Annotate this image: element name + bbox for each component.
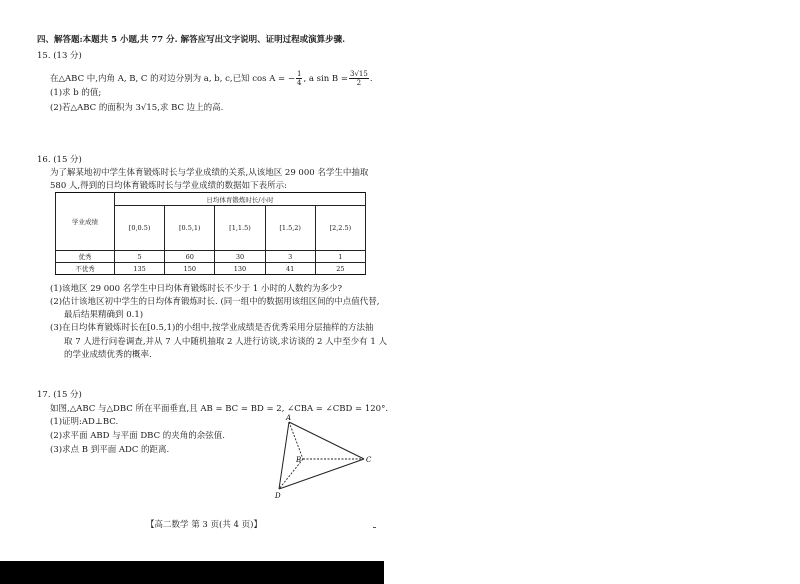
q15-number: 15. (13 分): [37, 51, 82, 61]
edge-dc: [279, 459, 364, 489]
table-col-header: [0,0.5): [115, 206, 165, 251]
q15-fraction-1: $\frac{1}{4}$: [297, 70, 302, 87]
table-cell: 3: [265, 251, 315, 263]
q16-stem-line1: 为了解某地初中学生体育锻炼时长与学业成绩的关系,从该地区 29 000 名学生中抽取: [50, 168, 369, 178]
q17-part2: (2)求平面 ABD 与平面 DBC 的夹角的余弦值.: [50, 431, 225, 441]
vertex-label-c: C: [366, 456, 372, 464]
table-cell: 30: [215, 251, 265, 263]
q16-part2-line2: 最后结果精确到 0.1): [64, 310, 144, 320]
q16-stem-line2: 580 人,得到的日均体育锻炼时长与学业成绩的数据如下表所示:: [50, 181, 287, 191]
q17-part3: (3)求点 B 到平面 ADC 的距离.: [50, 445, 170, 455]
table-cell: 25: [315, 263, 365, 275]
tetrahedron-figure: [272, 412, 382, 502]
page-footer: 【高二数学 第 3 页(共 4 页)】: [146, 520, 262, 530]
scan-black-bar: [0, 561, 384, 584]
table-cell: 5: [115, 251, 165, 263]
table-row-label: 优秀: [56, 251, 115, 263]
edge-ac: [289, 422, 364, 459]
q16-part1: (1)该地区 29 000 名学生中日均体育锻炼时长不少于 1 小时的人数约为多少?: [50, 284, 343, 294]
table-row: [56, 263, 366, 275]
table-cell: 1: [315, 251, 365, 263]
q15-part1: (1)求 b 的值;: [50, 88, 102, 98]
table-row-label: 不优秀: [56, 263, 115, 275]
table-col-header: [1,1.5): [215, 206, 265, 251]
q17-part1: (1)证明:AD⊥BC.: [50, 417, 119, 427]
q17-number: 17. (15 分): [37, 390, 82, 400]
q16-part3-line2: 取 7 人进行问卷调查,并从 7 人中随机抽取 2 人进行访谈,求访谈的 2 人中至少有 1 人: [64, 337, 387, 347]
exercise-score-table: [55, 192, 366, 275]
table-col-header: [2,2.5): [315, 206, 365, 251]
table-cell: 135: [115, 263, 165, 275]
table-group-header: 日均体育锻炼时长/小时: [115, 193, 366, 206]
q15-stem-text-b: , a sin B =: [303, 74, 348, 84]
q17-stem: 如图,△ABC 与△DBC 所在平面垂直,且 AB = BC = BD = 2, ∠CBA = ∠CBD = 120°.: [50, 404, 389, 414]
table-cell: 41: [265, 263, 315, 275]
table-col-header: [0.5,1): [165, 206, 215, 251]
table-cell: 60: [165, 251, 215, 263]
section-header: 四、解答题:本题共 5 小题,共 77 分. 解答应写出文字说明、证明过程或演算步骤.: [37, 35, 346, 45]
q15-fraction-2: $\frac{3√15}{2}$: [349, 70, 368, 87]
q15-part2: (2)若△ABC 的面积为 3√15,求 BC 边上的高.: [50, 103, 224, 113]
vertex-label-d: D: [275, 492, 281, 500]
q16-number: 16. (15 分): [37, 155, 82, 165]
vertex-label-b: B: [296, 456, 302, 464]
q15-stem: 在△ABC 中,内角 A, B, C 的对边分别为 a, b, c,已知 cos A = − $\frac{1}{4}$ , a sin B = $\frac{3√15}{2}$ .: [50, 70, 373, 87]
table-col-header: [1.5,2): [265, 206, 315, 251]
page-speck: [373, 527, 376, 528]
table-cell: 130: [215, 263, 265, 275]
table-cell: 150: [165, 263, 215, 275]
q15-stem-text-a: 在△ABC 中,内角 A, B, C 的对边分别为 a, b, c,已知 cos A = −: [50, 74, 295, 84]
q16-part3-line1: (3)在日均体育锻炼时长在[0.5,1)的小组中,按学业成绩是否优秀采用分层抽样的方法抽: [50, 323, 374, 333]
q16-part3-line3: 的学业成绩优秀的概率.: [64, 350, 152, 360]
table-corner-label: 学业成绩: [56, 193, 115, 251]
table-row: [56, 251, 366, 263]
vertex-label-a: A: [286, 414, 292, 422]
q16-part2-line1: (2)估计该地区初中学生的日均体育锻炼时长. (同一组中的数据用该组区间的中点值代替,: [50, 297, 380, 307]
